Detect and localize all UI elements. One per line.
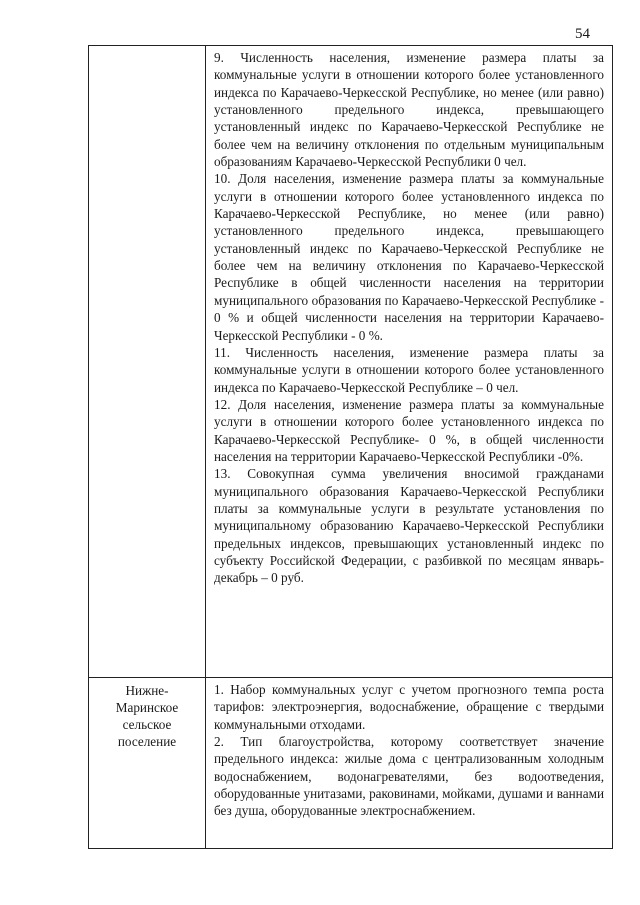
- municipality-cell-empty: [89, 46, 206, 678]
- municipality-name-line: сельское: [122, 717, 172, 732]
- municipality-name-line: Нижне-: [125, 683, 169, 698]
- indicators-table: [88, 45, 613, 849]
- indicator-paragraph-12: 12. Доля населения, изменение размера платы за коммунальные услуги в отношении которого более установленного индекса по Карачаево-Черкесской Республике- 0 %, в общей численности населения на территории Карачаево-Черкесской Республики -0%.: [214, 396, 604, 464]
- indicator-paragraph-10: 10. Доля населения, изменение размера платы за коммунальные услуги в отношении которого более установленного индекса по Карачаево-Черкесской Республике, но менее (или равно) установленного предельного индекса, превышающего установленный индекс по Карачаево-Черкесской Республике не более чем на величину отклонения по Карачаево-Черкесской Республике в общей численности населения на территории муниципального образования по Карачаево-Черкесской Республике - 0 % и общей численности населения на территории Карачаево-Черкесской Республики - 0 %.: [214, 171, 604, 343]
- municipality-cell: [89, 678, 206, 849]
- table-row: [89, 46, 613, 678]
- page-number: 54: [575, 26, 590, 42]
- indicator-paragraph-9: 9. Численность населения, изменение размера платы за коммунальные услуги в отношении которого более установленного индекса по Карачаево-Черкесской Республике, но менее (или равно) установленного предельного индекса, превышающего установленный индекс по Карачаево-Черкесской Республике не более чем на величину отклонения по отдельным муниципальным образованиям Карачаево-Черкесской Республики 0 чел.: [214, 50, 604, 170]
- indicator-paragraph-1: 1. Набор коммунальных услуг с учетом прогнозного темпа роста тарифов: электроэнергия, водоснабжение, обращение с твердыми коммунальными отходами.: [214, 682, 604, 732]
- table-row: [89, 678, 613, 849]
- indicator-paragraph-11: 11. Численность населения, изменение размера платы за коммунальные услуги в отношении которого более установленного индекса по Карачаево-Черкесской Республике – 0 чел.: [214, 344, 604, 395]
- indicator-paragraph-2: 2. Тип благоустройства, которому соответствует значение предельного индекса: жилые дома с централизованным холодным водоснабжением, водонагревателями, без водоотведения, оборудованные унитазами, раковинами, мойками, душами и ваннами без душа, оборудованные электроснабжением.: [214, 734, 604, 819]
- municipality-name-line: поселение: [117, 734, 177, 749]
- indicators-cell: [206, 678, 613, 849]
- indicator-paragraph-13: 13. Совокупная сумма увеличения вносимой гражданами муниципального образования Карачаево-Черкесской Республики платы за коммунальные услуги в результате установления по муниципальному образованию Карачаево-Черкесской Республики предельных индексов, превышающих установленный индекс по субъекту Российской Федерации, с разбивкой по месяцам январь-декабрь – 0 руб.: [214, 466, 604, 586]
- indicators-cell: [206, 46, 613, 678]
- municipality-name-line: Маринское: [115, 700, 179, 715]
